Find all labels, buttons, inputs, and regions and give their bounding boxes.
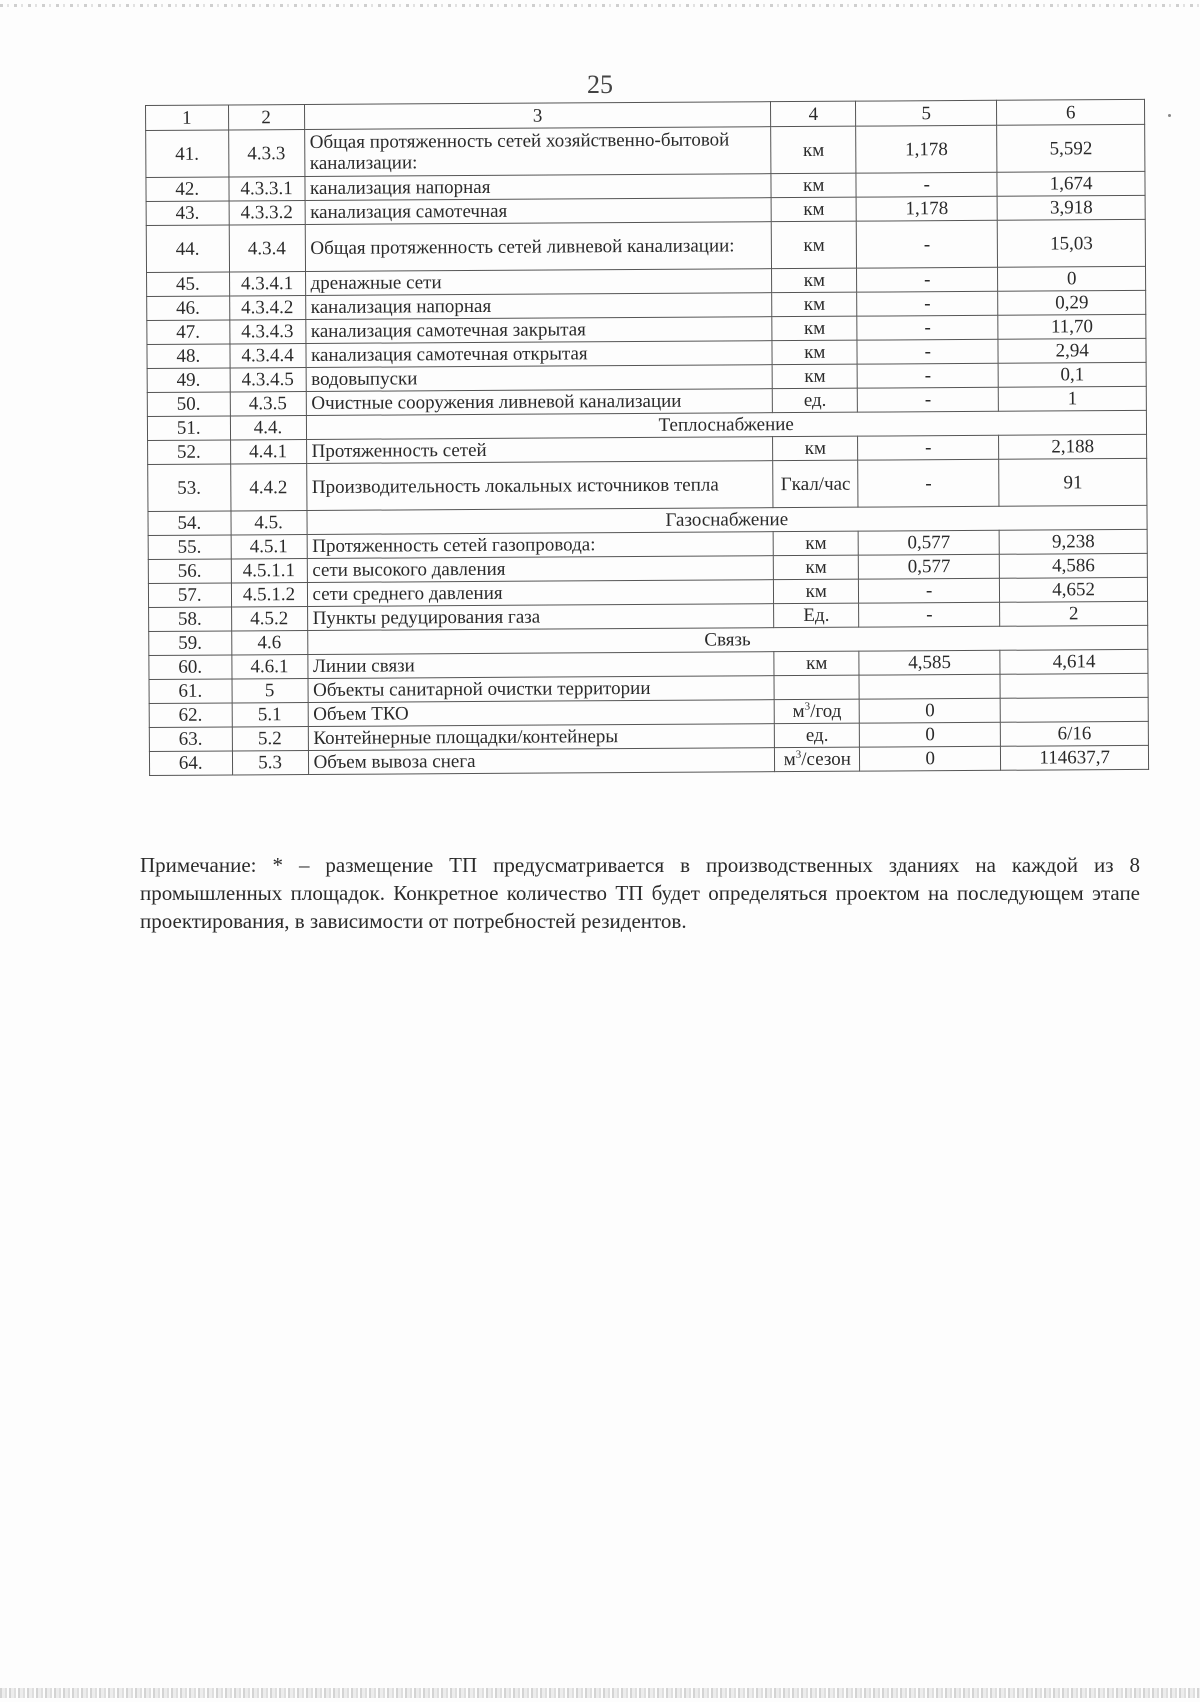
- indicator-name: Очистные сооружения ливневой канализации: [306, 389, 773, 416]
- existing-value: -: [857, 363, 998, 388]
- existing-value: 1,178: [856, 196, 997, 221]
- indicator-name: канализация самотечная открытая: [305, 341, 772, 368]
- unit-cell: км: [771, 173, 856, 198]
- unit-exponent: 3: [795, 748, 802, 761]
- indicator-name: дренажные сети: [305, 269, 772, 296]
- design-value: 2,94: [998, 338, 1146, 363]
- existing-value: -: [857, 339, 998, 364]
- design-value: 6/16: [1001, 721, 1149, 746]
- unit-suffix: /сезон: [801, 748, 851, 771]
- existing-value: -: [856, 220, 997, 268]
- existing-value: -: [859, 602, 1000, 627]
- page-number: 25: [587, 70, 613, 99]
- scan-speck: [1168, 114, 1171, 117]
- design-value: 11,70: [998, 314, 1146, 339]
- row-number: 56.: [148, 559, 231, 584]
- unit-cell: Ед.: [774, 603, 859, 628]
- unit-cell: км: [772, 197, 857, 222]
- row-code: 4.3.4.1: [229, 272, 305, 296]
- indicator-name: сети высокого давления: [307, 556, 774, 583]
- row-number: 60.: [149, 655, 232, 680]
- row-code: 5.2: [232, 727, 308, 751]
- row-code: 4.5.1.2: [231, 583, 307, 607]
- unit-cell: км: [774, 555, 859, 580]
- row-code: 4.3.5: [230, 392, 306, 416]
- row-code: 4.3.4.5: [230, 368, 306, 392]
- existing-value: [859, 674, 1000, 699]
- design-value: 3,918: [997, 195, 1145, 220]
- unit-cell: км: [773, 364, 858, 389]
- indicator-name: Объем ТКО: [308, 700, 775, 727]
- row-number: 62.: [149, 703, 232, 728]
- unit-cell: км: [771, 126, 856, 174]
- row-code: 4.5.1: [231, 535, 307, 559]
- design-value: 4,614: [1000, 649, 1148, 674]
- unit-cell: [775, 747, 860, 772]
- indicator-name: водовыпуски: [306, 365, 773, 392]
- row-number: 45.: [147, 272, 230, 297]
- table-row: [149, 745, 1148, 775]
- design-value: 91: [999, 458, 1147, 506]
- row-number: 54.: [148, 511, 231, 536]
- table-footnote: Примечание: * – размещение ТП предусматривается в производственных зданиях на каждой из 8 промышленных площадок. Конкретное количество ТП будет определяться проектом на последующем этапе проектирования, в зависимости от потребностей резидентов.: [140, 853, 1140, 933]
- unit-base: м: [783, 749, 796, 771]
- unit-cell: Гкал/час: [773, 460, 858, 508]
- header-cell: 2: [228, 105, 304, 130]
- row-number: 48.: [147, 344, 230, 369]
- row-number: 53.: [148, 464, 231, 512]
- row-number: 58.: [149, 607, 232, 632]
- row-code: 4.3.4: [229, 225, 305, 272]
- unit-cell: км: [774, 651, 859, 676]
- table-row: [146, 219, 1145, 272]
- existing-value: -: [857, 315, 998, 340]
- row-number: 57.: [148, 583, 231, 608]
- design-value: [1000, 673, 1148, 698]
- existing-value: -: [856, 172, 997, 197]
- row-number: 44.: [146, 225, 229, 273]
- row-number: 55.: [148, 535, 231, 560]
- row-number: 63.: [149, 727, 232, 752]
- unit-cell: км: [772, 316, 857, 341]
- existing-value: 0,577: [858, 530, 999, 555]
- row-code: 5: [232, 679, 308, 703]
- row-number: 49.: [147, 368, 230, 393]
- existing-value: 1,178: [856, 125, 997, 173]
- unit-cell: км: [773, 436, 858, 461]
- row-code: 4.4.1: [230, 440, 306, 464]
- row-code: 5.1: [232, 703, 308, 727]
- row-number: 47.: [147, 320, 230, 345]
- design-value: 5,592: [997, 124, 1145, 172]
- indicator-name: Пункты редуцирования газа: [307, 604, 774, 631]
- unit-cell: [775, 699, 860, 724]
- row-code: 4.3.4.3: [229, 320, 305, 344]
- unit-cell: км: [772, 221, 857, 269]
- design-value: 0,1: [998, 362, 1146, 387]
- existing-value: -: [859, 578, 1000, 603]
- unit-cell: км: [774, 531, 859, 556]
- indicator-name: Общая протяженность сетей хозяйственно-бытовой канализации:: [304, 127, 771, 177]
- row-code: 4.3.3: [228, 130, 304, 177]
- row-number: 43.: [146, 201, 229, 226]
- unit-cell: [774, 675, 859, 700]
- row-code: 4.3.3.2: [229, 201, 305, 225]
- section-title: Теплоснабжение: [306, 410, 1147, 439]
- unit-base: м: [792, 700, 805, 723]
- row-code: 4.6.1: [231, 655, 307, 679]
- row-number: 51.: [147, 416, 230, 441]
- row-code: 4.5.: [230, 511, 306, 535]
- unit-cell: км: [772, 292, 857, 317]
- existing-value: -: [857, 291, 998, 316]
- design-value: 1: [999, 386, 1147, 411]
- indicator-name: Протяженность сетей газопровода:: [307, 532, 774, 559]
- header-cell: 3: [304, 102, 771, 130]
- existing-value: 0: [860, 746, 1001, 771]
- row-number: 46.: [147, 296, 230, 321]
- section-title: Газоснабжение: [306, 505, 1147, 534]
- design-value: 4,586: [1000, 553, 1148, 578]
- indicator-name: канализация самотечная: [305, 198, 772, 225]
- unit-cell: км: [772, 340, 857, 365]
- row-number: 50.: [147, 392, 230, 417]
- existing-value: -: [857, 267, 998, 292]
- header-cell: 1: [146, 105, 229, 131]
- existing-value: -: [857, 387, 998, 412]
- table-container: [145, 99, 1149, 776]
- design-value: 9,238: [999, 529, 1147, 554]
- existing-value: 0: [859, 698, 1000, 723]
- section-title: Связь: [307, 625, 1148, 654]
- row-number: 52.: [148, 440, 231, 465]
- unit-cell: ед.: [773, 388, 858, 413]
- existing-value: -: [858, 435, 999, 460]
- design-value: 114637,7: [1001, 745, 1149, 770]
- row-code: 4.4.: [230, 416, 306, 440]
- row-code: 4.4.2: [230, 464, 306, 511]
- indicator-name: сети среднего давления: [307, 580, 774, 607]
- row-code: 4.3.4.2: [229, 296, 305, 320]
- indicator-name: канализация напорная: [305, 293, 772, 320]
- design-value: 1,674: [997, 171, 1145, 196]
- indicator-name: Контейнерные площадки/контейнеры: [308, 724, 775, 751]
- indicator-name: Протяженность сетей: [306, 437, 773, 464]
- unit-exponent: 3: [804, 700, 811, 713]
- header-cell: 5: [856, 100, 997, 126]
- row-number: 61.: [149, 679, 232, 704]
- row-number: 41.: [146, 130, 229, 178]
- row-code: 4.3.4.4: [229, 344, 305, 368]
- indicator-name: Производительность локальных источников тепла: [306, 461, 773, 511]
- scan-edge-bottom: [0, 1688, 1200, 1698]
- design-value: 0: [998, 266, 1146, 291]
- unit-cell: км: [772, 268, 857, 293]
- row-number: 64.: [149, 751, 232, 776]
- table-row: [148, 458, 1147, 511]
- table-body: [146, 99, 1149, 775]
- row-number: 59.: [149, 631, 232, 656]
- scan-edge-top: [0, 4, 1200, 7]
- design-value: [1000, 697, 1148, 722]
- design-value: 2: [1000, 601, 1148, 626]
- indicator-name: Общая протяженность сетей ливневой канализации:: [305, 222, 772, 272]
- indicator-name: Линии связи: [307, 652, 774, 679]
- indicator-name: канализация самотечная закрытая: [305, 317, 772, 344]
- row-code: 4.6: [231, 631, 307, 655]
- unit-cell: ед.: [775, 723, 860, 748]
- existing-value: 0,577: [858, 554, 999, 579]
- design-value: 4,652: [1000, 577, 1148, 602]
- design-value: 15,03: [998, 219, 1146, 267]
- existing-value: 0: [859, 722, 1000, 747]
- existing-value: -: [858, 459, 999, 507]
- row-code: 4.5.1.1: [231, 559, 307, 583]
- header-cell: 4: [771, 101, 856, 127]
- design-value: 2,188: [999, 434, 1147, 459]
- indicators-table: [145, 99, 1149, 776]
- design-value: 0,29: [998, 290, 1146, 315]
- indicator-name: Объекты санитарной очистки территории: [308, 676, 775, 703]
- row-code: 5.3: [232, 751, 308, 775]
- indicator-name: канализация напорная: [304, 174, 771, 201]
- row-code: 4.3.3.1: [228, 177, 304, 201]
- unit-cell: км: [774, 579, 859, 604]
- unit-suffix: /год: [810, 700, 842, 722]
- row-code: 4.5.2: [231, 607, 307, 631]
- header-cell: 6: [997, 99, 1145, 125]
- table-row: [146, 124, 1145, 177]
- existing-value: 4,585: [859, 650, 1000, 675]
- indicator-name: Объем вывоза снега: [308, 748, 775, 775]
- row-number: 42.: [146, 177, 229, 202]
